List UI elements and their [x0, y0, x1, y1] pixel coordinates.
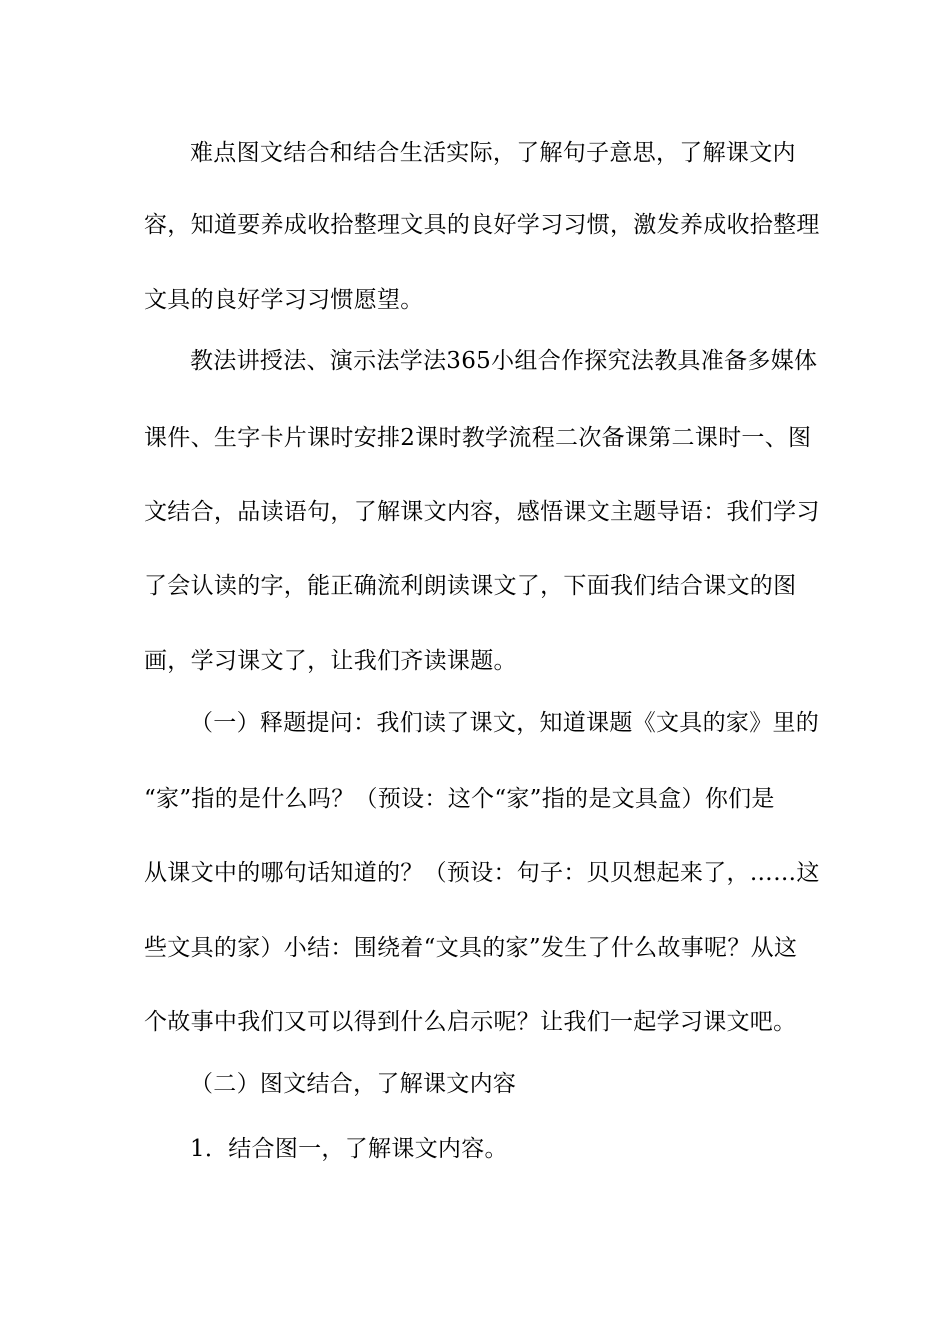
numbered-item-1: 1．结合图一，了解课文内容。: [190, 1136, 508, 1162]
text-line-6: 文结合，品读语句，了解课文内容，感悟课文主题导语：我们学习: [144, 499, 820, 525]
text-line-12: 些文具的家）小结：围绕着“文具的家”发生了什么故事呢？从这: [144, 935, 798, 961]
text-line-5: 课件、生字卡片课时安排2课时教学流程二次备课第二课时一、图: [144, 425, 812, 451]
text-line-1: 难点图文结合和结合生活实际，了解句子意思，了解课文内: [190, 140, 796, 166]
text-line-9: （一）释题提问：我们读了课文，知道课题《文具的家》里的: [190, 710, 820, 736]
text-line-3: 文具的良好学习习惯愿望。: [144, 287, 424, 313]
text-line-13: 个故事中我们又可以得到什么启示呢？让我们一起学习课文吧。: [144, 1009, 797, 1035]
text-line-2: 容，知道要养成收拾整理文具的良好学习习惯，激发养成收拾整理: [144, 212, 820, 238]
text-line-11: 从课文中的哪句话知道的？（预设：句子：贝贝想起来了，……这: [144, 860, 820, 886]
text-line-4: 教法讲授法、演示法学法365小组合作探究法教具准备多媒体: [190, 348, 818, 374]
text-line-7: 了会认读的字，能正确流利朗读课文了，下面我们结合课文的图: [144, 573, 797, 599]
text-line-8: 画，学习课文了，让我们齐读课题。: [144, 648, 517, 674]
text-line-10: “家”指的是什么吗？（预设：这个“家”指的是文具盒）你们是: [144, 786, 775, 812]
section-heading: （二）图文结合，了解课文内容: [190, 1071, 517, 1097]
